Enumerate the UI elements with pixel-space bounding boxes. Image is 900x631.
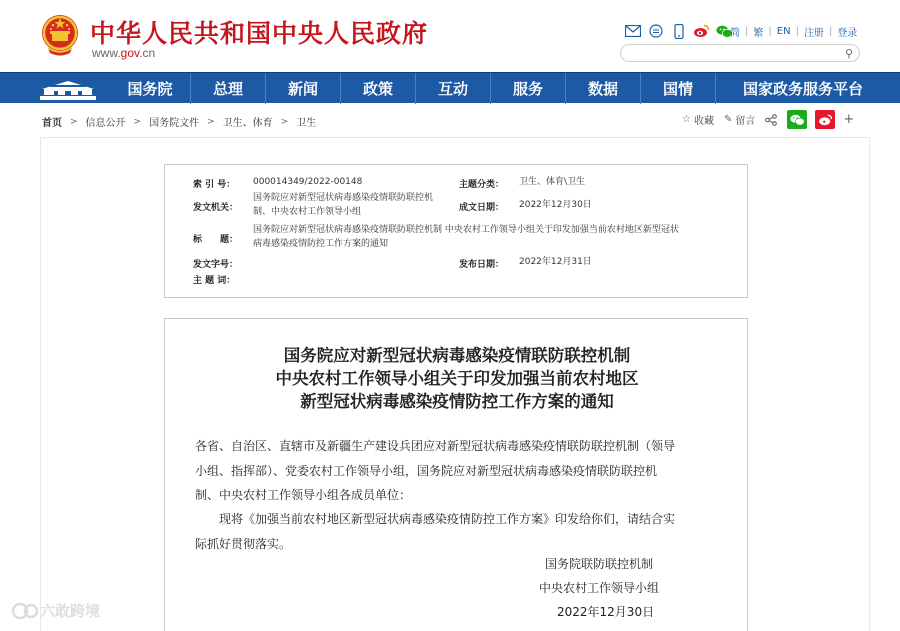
index-value: 000014349/2022-00148 — [253, 177, 363, 187]
title-label: 标 题： — [193, 235, 239, 245]
written-date-label: 成文日期： — [459, 203, 505, 213]
document-paragraph-1 — [195, 434, 725, 508]
nav-item-national-info[interactable]: 国情 — [640, 73, 715, 104]
favorite-button[interactable] — [682, 112, 714, 127]
favorite-label: 收藏 — [693, 116, 714, 127]
nav-item-interaction[interactable]: 互动 — [415, 73, 490, 104]
national-emblem-icon[interactable] — [40, 12, 80, 58]
title-value-line1: 国务院应对新型冠状病毒感染疫情联防联控机制 中央农村工作领导小组关于印发加强当前农村地区新型冠状 — [253, 225, 679, 235]
nav-item-premier[interactable]: 总理 — [190, 73, 265, 104]
weibo-icon[interactable] — [693, 24, 710, 39]
login-link[interactable]: 登录 — [837, 28, 858, 39]
document-body — [164, 318, 748, 631]
issuer-label: 发文机关： — [193, 203, 239, 213]
share-icon[interactable] — [765, 114, 777, 126]
search-input[interactable] — [620, 44, 860, 62]
publish-date-label: 发布日期： — [459, 260, 505, 270]
chat-bubble-icon[interactable] — [647, 24, 664, 39]
nav-items — [110, 73, 890, 104]
site-url[interactable] — [92, 46, 155, 60]
comment-button[interactable] — [724, 112, 755, 127]
site-url-brand: gov — [120, 46, 140, 60]
share-bar — [682, 110, 854, 129]
nav-item-news[interactable]: 新闻 — [265, 73, 340, 104]
separator: | — [768, 26, 772, 37]
site-header — [0, 0, 900, 72]
star-icon: ☆ — [682, 114, 691, 125]
paragraph-1-line2: 小组、指挥部）、党委农村工作领导小组，国务院应对新型冠状病毒感染疫情联防联控机 — [195, 463, 658, 478]
nav-item-policy[interactable]: 政策 — [340, 73, 415, 104]
paragraph-1-line3: 制、中央农村工作领导小组各成员单位： — [195, 488, 412, 502]
site-url-prefix: www. — [92, 46, 121, 60]
chevron-right-icon: > — [70, 116, 78, 127]
signature-date: 2022年12月30日 — [557, 605, 655, 619]
issuer-value-line2: 制、中央农村工作领导小组 — [253, 207, 362, 217]
header-tool-icons — [624, 22, 733, 40]
written-date-value: 2022年12月30日 — [519, 200, 592, 210]
share-weibo-icon[interactable] — [815, 110, 835, 129]
search-icon[interactable]: ⚲ — [844, 47, 853, 60]
breadcrumb — [42, 114, 316, 129]
chevron-right-icon: > — [280, 116, 289, 127]
doc-number-label: 发文字号： — [193, 260, 239, 270]
document-paragraph-2 — [195, 507, 725, 556]
breadcrumb-info-public[interactable]: 信息公开 — [85, 118, 126, 129]
separator: | — [795, 26, 799, 37]
main-nav — [0, 72, 900, 103]
watermark-logo-icon — [10, 601, 40, 621]
document-info-table — [164, 164, 748, 298]
nav-item-service-platform[interactable]: 国家政务服务平台 — [715, 73, 890, 104]
paragraph-2-line1: 现将《加强当前农村地区新型冠状病毒感染疫情防控工作方案》印发给你们，请结合实 — [195, 512, 676, 526]
comment-label: 留言 — [735, 116, 756, 127]
share-wechat-icon[interactable] — [787, 110, 807, 129]
paragraph-2-line2: 际抓好贯彻落实。 — [195, 536, 292, 551]
keywords-label: 主 题 词： — [193, 276, 236, 286]
signature-issuer-1: 国务院联防联控机制 — [545, 557, 654, 571]
pencil-icon: ✎ — [723, 114, 733, 125]
mobile-icon[interactable] — [670, 24, 687, 39]
index-label: 索 引 号： — [193, 180, 236, 190]
mail-icon[interactable] — [624, 24, 641, 39]
category-value: 卫生、体育\卫生 — [519, 177, 586, 187]
watermark-text: 六敢跨境 — [40, 602, 101, 620]
nav-item-services[interactable]: 服务 — [490, 73, 565, 104]
document-title-line1: 国务院应对新型冠状病毒感染疫情联防联控机制 — [283, 346, 631, 365]
register-link[interactable]: 注册 — [803, 28, 824, 39]
chevron-right-icon: > — [133, 116, 142, 127]
paragraph-1-line1: 各省、自治区、直辖市及新疆生产建设兵团应对新型冠状病毒感染疫情联防联控机制（领导 — [195, 439, 676, 453]
nav-item-state-council[interactable]: 国务院 — [127, 80, 173, 98]
category-label: 主题分类： — [459, 180, 505, 190]
chevron-right-icon: > — [207, 116, 215, 127]
title-value-line2: 病毒感染疫情防控工作方案的通知 — [253, 239, 389, 249]
tiananmen-icon[interactable] — [38, 76, 98, 102]
lang-simplified-link[interactable]: 简 — [730, 28, 740, 39]
issuer-value-line1: 国务院应对新型冠状病毒感染疫情联防联控机 — [253, 193, 434, 203]
document-title-line3: 新型冠状病毒感染疫情防控工作方案的通知 — [300, 392, 614, 411]
lang-english-link[interactable]: EN — [776, 26, 791, 37]
nav-item-data[interactable]: 数据 — [565, 73, 640, 104]
separator: | — [828, 26, 833, 37]
signature-issuer-2: 中央农村工作领导小组 — [539, 581, 660, 595]
lang-traditional-link[interactable]: 繁 — [753, 28, 764, 39]
breadcrumb-health-sports[interactable]: 卫生、体育 — [222, 118, 273, 129]
more-share-button[interactable]: + — [843, 112, 855, 127]
publish-date-value: 2022年12月31日 — [519, 257, 592, 267]
site-url-suffix: .cn — [139, 46, 156, 60]
breadcrumb-health[interactable]: 卫生 — [296, 118, 317, 129]
breadcrumb-state-council-docs[interactable]: 国务院文件 — [149, 118, 200, 129]
breadcrumb-home[interactable]: 首页 — [42, 118, 62, 129]
site-title[interactable]: 中华人民共和国中央人民政府 — [90, 19, 429, 48]
separator: | — [745, 26, 749, 37]
document-title — [165, 344, 749, 413]
language-links — [730, 24, 857, 39]
document-title-line2: 中央农村工作领导小组关于印发加强当前农村地区 — [275, 369, 639, 388]
watermark — [10, 600, 100, 621]
